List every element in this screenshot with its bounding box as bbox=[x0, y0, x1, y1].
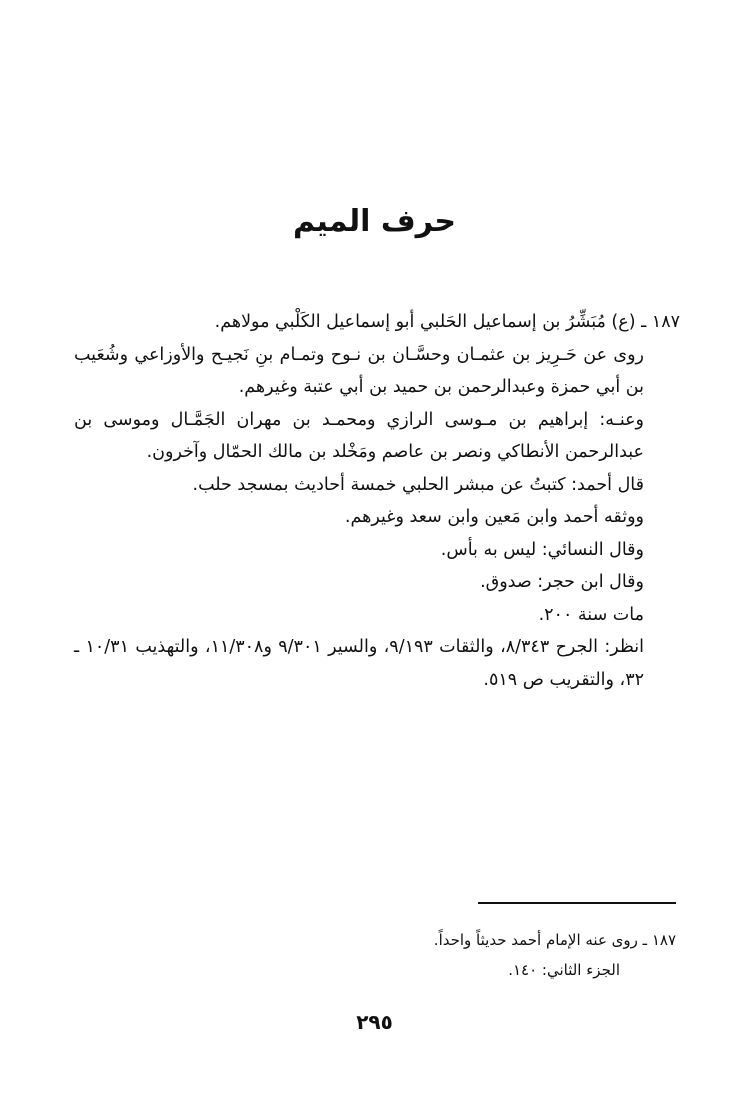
footnote-line: الجزء الثاني: ١٤٠. bbox=[508, 961, 620, 979]
entry-ahmad-statement: قال أحمد: كتبتُ عن مبشر الحلبي خمسة أحاديث بمسجد حلب. bbox=[192, 474, 644, 495]
footnotes bbox=[200, 925, 676, 985]
footnote-line: ١٨٧ ـ روى عنه الإمام أحمد حديثاً واحداً. bbox=[433, 931, 676, 949]
entry-references: انظر: الجرح ٨/٣٤٣، والثقات ٩/١٩٣، والسير ٩/٣٠١ و١١/٣٠٨، والتهذيب ١٠/٣١ ـ ٣٢، والتقريب ص ٥١٩. bbox=[74, 637, 644, 690]
entry-authentication: ووثقه أحمد وابن مَعين وابن سعد وغيرهم. bbox=[344, 507, 644, 527]
footnote-divider bbox=[478, 902, 676, 904]
biography-entry bbox=[74, 306, 680, 696]
entry-narrated-from: روى عن حَـرِيز بن عثمـان وحسَّـان بن نـوح وتمـام بنِ نَجيـح والأوزاعي وشُعَيب بن أبي حمزة وعبدالرحمن بن حميد بن أبي عتبة وغيرهم. bbox=[74, 344, 644, 397]
entry-header: ١٨٧ ـ (ع) مُبَشِّرُ بن إسماعيل الحَلبي أبو إسماعيل الكَلْبي مولاهم. bbox=[214, 312, 680, 332]
chapter-title: حرف الميم bbox=[292, 204, 456, 239]
entry-narrators: وعنـه: إبراهيم بن مـوسى الرازي ومحمـد بن مهران الجَمَّـال وموسى بن عبدالرحمن الأنطاكي ونصر بن عاصم ومَخْلد بن مالك الحمّال وآخرون. bbox=[74, 409, 644, 462]
entry-ibn-hajar-statement: وقال ابن حجر: صدوق. bbox=[480, 572, 644, 592]
entry-death-year: مات سنة ٢٠٠. bbox=[538, 604, 644, 625]
page-number: ٢٩٥ bbox=[356, 1010, 393, 1034]
entry-nasai-statement: وقال النسائي: ليس به بأس. bbox=[440, 539, 644, 560]
